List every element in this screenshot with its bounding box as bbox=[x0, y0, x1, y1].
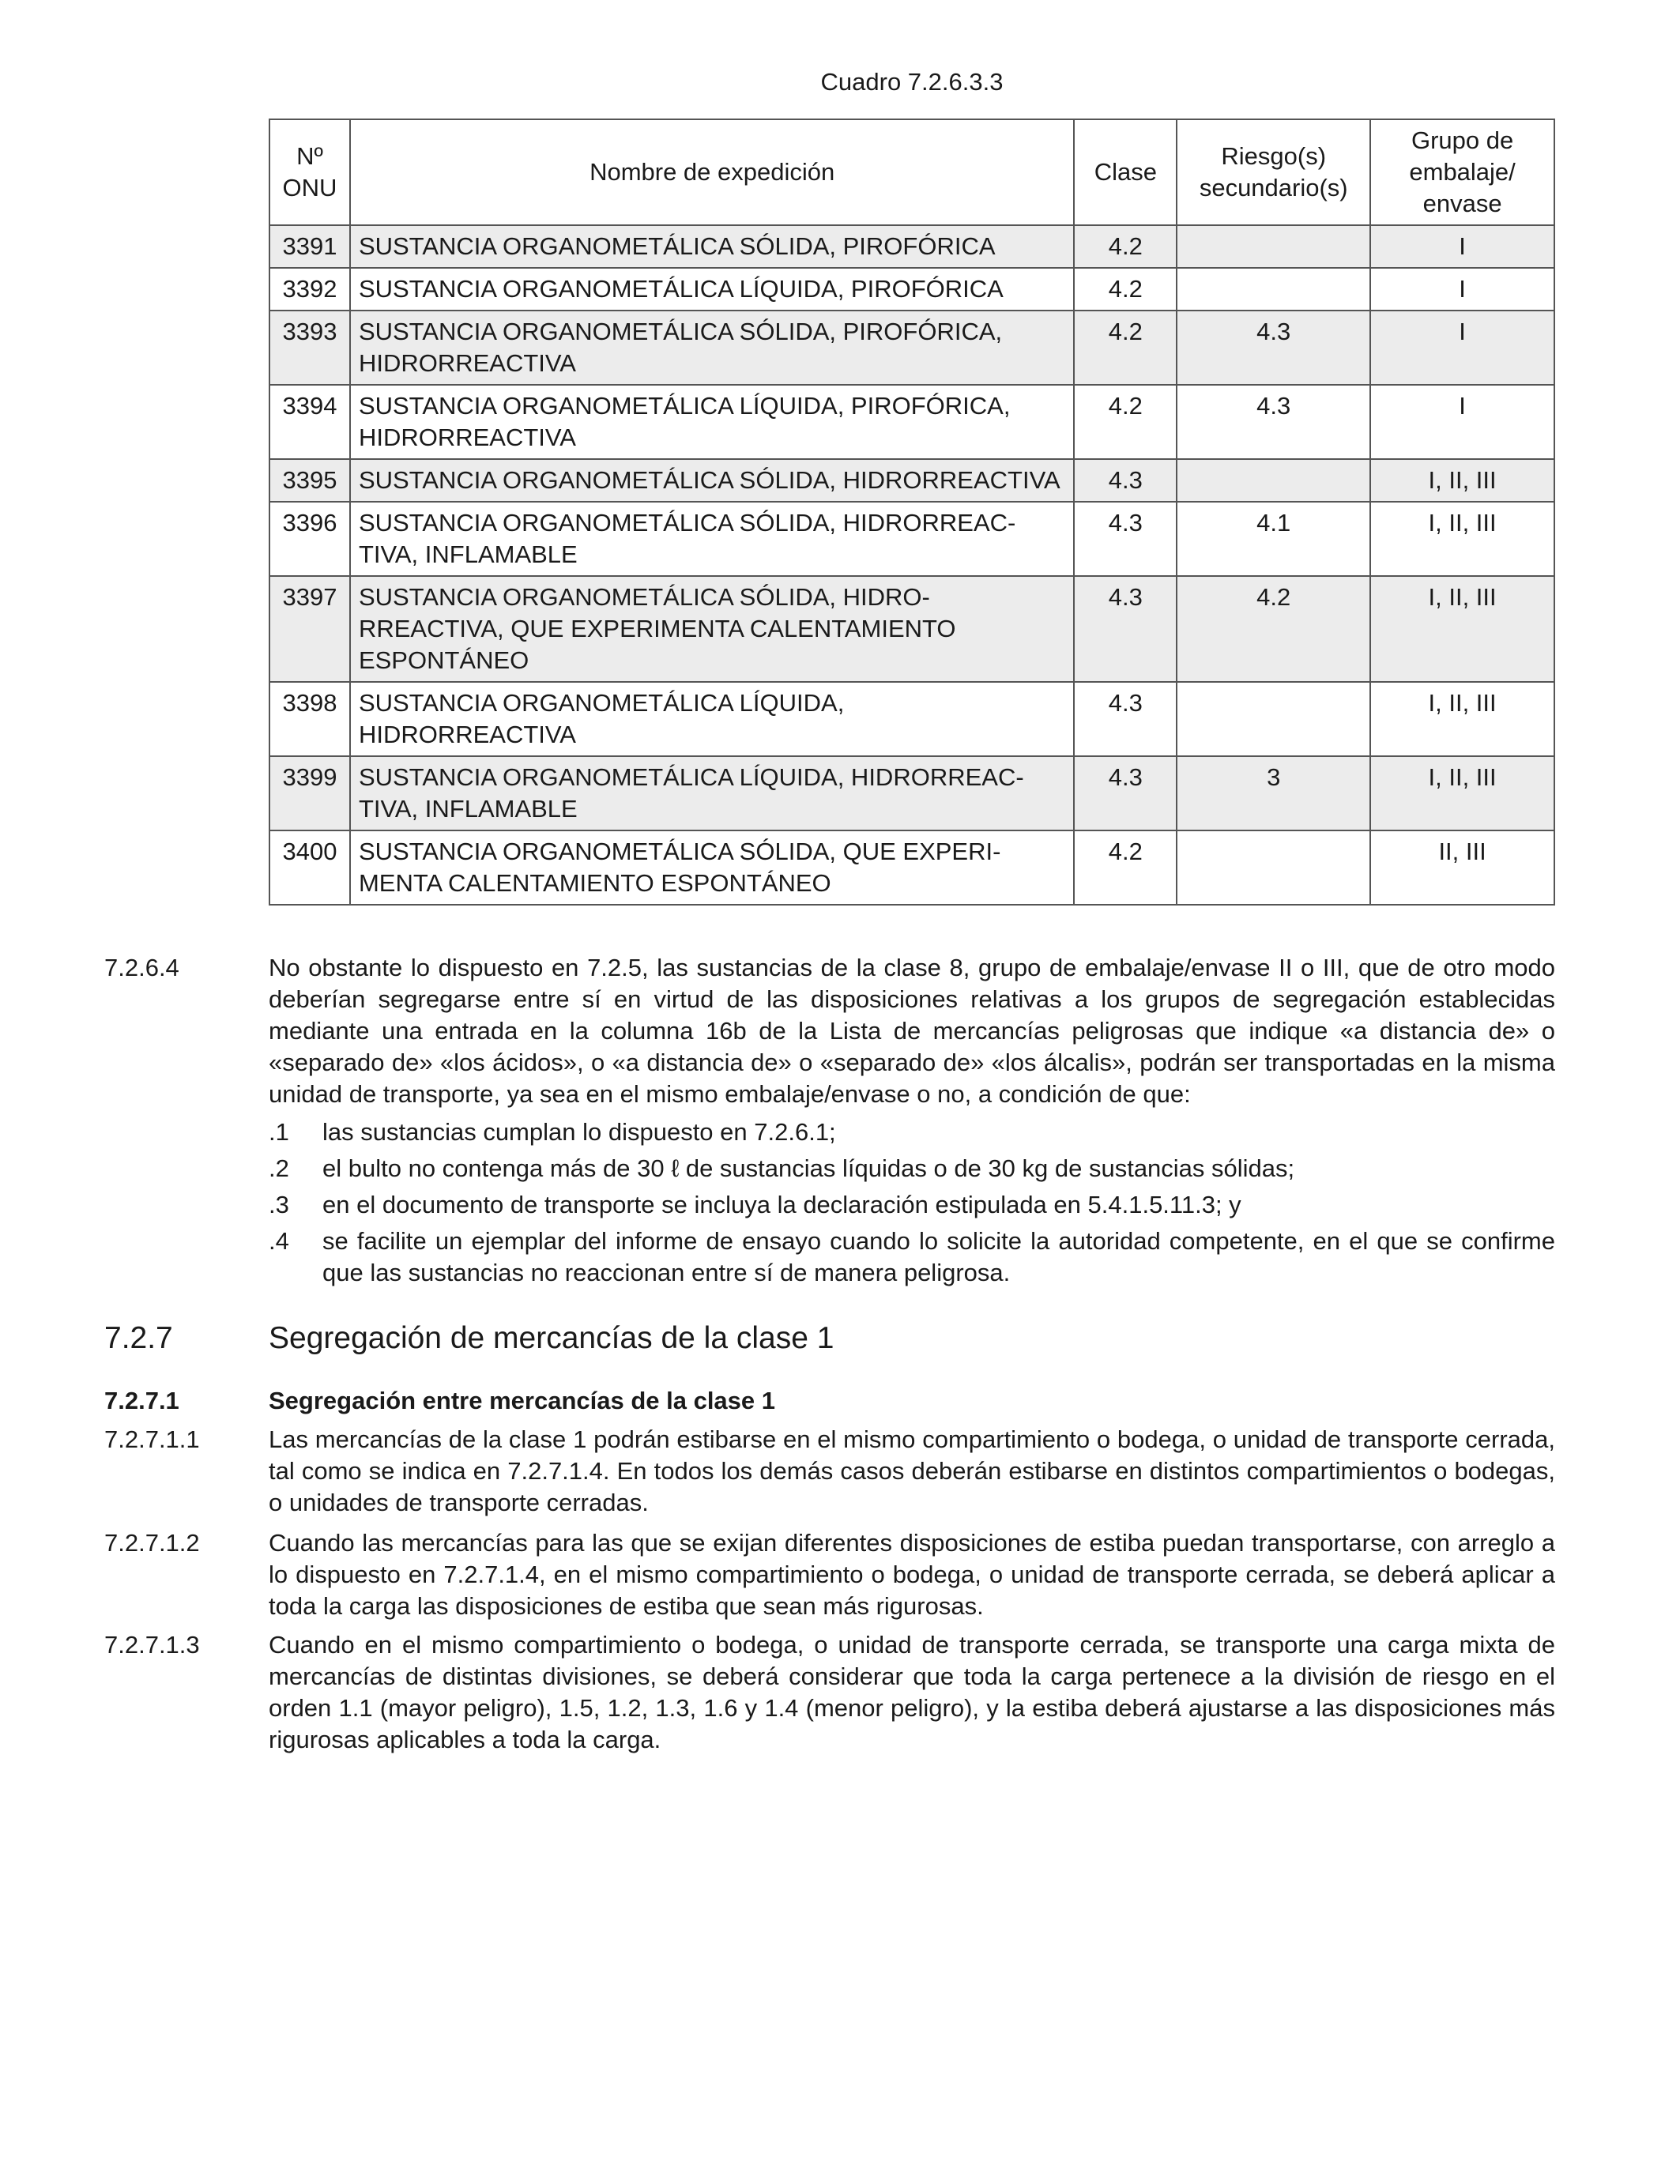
subsection-title: Segregación entre mercancías de la clase 1 bbox=[269, 1387, 776, 1414]
cell-class: 4.3 bbox=[1074, 756, 1177, 830]
table-caption: Cuadro 7.2.6.3.3 bbox=[820, 68, 1004, 96]
cell-packing-group: I bbox=[1370, 225, 1554, 268]
table-row bbox=[269, 268, 1554, 311]
cell-shipping-name: SUSTANCIA ORGANOMETÁLICA SÓLIDA, PIROFÓRICA, HIDRORREACTIVA bbox=[350, 311, 1074, 385]
cell-shipping-name: SUSTANCIA ORGANOMETÁLICA LÍQUIDA, PIROFÓRICA bbox=[350, 268, 1074, 311]
paragraph-text: Cuando las mercancías para las que se exijan diferentes disposiciones de estiba puedan transportarse, con arreglo a lo dispuesto en 7.2.7.1.4, en el mismo compartimiento o bodega, o unidad de transporte cerrada, se deberá aplicar a toda la carga las disposiciones de estiba que sean más rigurosas. bbox=[269, 1529, 1555, 1620]
cell-subsidiary-risk bbox=[1177, 268, 1370, 311]
cell-subsidiary-risk bbox=[1177, 682, 1370, 756]
section-number: 7.2.7 bbox=[104, 1321, 173, 1355]
paragraph-7-2-7-1-3 bbox=[104, 1629, 1555, 1756]
cell-class: 4.3 bbox=[1074, 459, 1177, 502]
paragraph-number: 7.2.7.1.1 bbox=[104, 1425, 200, 1453]
table-row bbox=[269, 459, 1554, 502]
cell-shipping-name: SUSTANCIA ORGANOMETÁLICA SÓLIDA, HIDRO-RREACTIVA, QUE EXPERIMENTA CALENTAMIENTO ESPONTÁNEO bbox=[350, 576, 1074, 682]
cell-un-number: 3392 bbox=[269, 268, 350, 311]
list-item bbox=[269, 1116, 1555, 1148]
cell-un-number: 3395 bbox=[269, 459, 350, 502]
subsection-number: 7.2.7.1 bbox=[104, 1387, 179, 1414]
list-item-text: las sustancias cumplan lo dispuesto en 7.2.6.1; bbox=[322, 1118, 836, 1146]
paragraph-number: 7.2.7.1.2 bbox=[104, 1529, 200, 1557]
cell-un-number: 3393 bbox=[269, 311, 350, 385]
header-subsidiary-risk: Riesgo(s) secundario(s) bbox=[1177, 119, 1370, 225]
cell-packing-group: I, II, III bbox=[1370, 576, 1554, 682]
condition-list bbox=[269, 1116, 1555, 1293]
cell-packing-group: I, II, III bbox=[1370, 459, 1554, 502]
paragraph-7-2-7-1-1 bbox=[104, 1424, 1555, 1519]
cell-class: 4.3 bbox=[1074, 502, 1177, 576]
cell-packing-group: II, III bbox=[1370, 830, 1554, 905]
cell-un-number: 3394 bbox=[269, 385, 350, 459]
cell-un-number: 3396 bbox=[269, 502, 350, 576]
list-item-marker: .2 bbox=[269, 1154, 289, 1182]
cell-class: 4.2 bbox=[1074, 311, 1177, 385]
paragraph-7-2-7-1-2 bbox=[104, 1527, 1555, 1622]
cell-un-number: 3399 bbox=[269, 756, 350, 830]
cell-shipping-name: SUSTANCIA ORGANOMETÁLICA LÍQUIDA, HIDRORREAC-TIVA, INFLAMABLE bbox=[350, 756, 1074, 830]
cell-un-number: 3391 bbox=[269, 225, 350, 268]
cell-packing-group: I, II, III bbox=[1370, 756, 1554, 830]
table-row bbox=[269, 502, 1554, 576]
cell-class: 4.2 bbox=[1074, 268, 1177, 311]
paragraph-text: Las mercancías de la clase 1 podrán estibarse en el mismo compartimiento o bodega, o unidad de transporte cerrada, tal como se indica en 7.2.7.1.4. En todos los demás casos deberán estibarse en distintos compartimientos o bodegas, o unidades de transporte cerradas. bbox=[269, 1425, 1555, 1516]
cell-shipping-name: SUSTANCIA ORGANOMETÁLICA SÓLIDA, HIDRORREACTIVA bbox=[350, 459, 1074, 502]
header-packing-group: Grupo de embalaje/ envase bbox=[1370, 119, 1554, 225]
table-row bbox=[269, 225, 1554, 268]
list-item-text: en el documento de transporte se incluya la declaración estipulada en 5.4.1.5.11.3; y bbox=[322, 1191, 1241, 1218]
header-shipping-name: Nombre de expedición bbox=[350, 119, 1074, 225]
table-row bbox=[269, 682, 1554, 756]
cell-subsidiary-risk bbox=[1177, 830, 1370, 905]
cell-class: 4.3 bbox=[1074, 576, 1177, 682]
list-item-text: el bulto no contenga más de 30 ℓ de sustancias líquidas o de 30 kg de sustancias sólidas; bbox=[322, 1154, 1295, 1182]
cell-packing-group: I, II, III bbox=[1370, 502, 1554, 576]
list-item bbox=[269, 1153, 1555, 1184]
cell-subsidiary-risk bbox=[1177, 225, 1370, 268]
table-row bbox=[269, 830, 1554, 905]
table-row bbox=[269, 576, 1554, 682]
cell-packing-group: I bbox=[1370, 268, 1554, 311]
cell-un-number: 3397 bbox=[269, 576, 350, 682]
header-class: Clase bbox=[1074, 119, 1177, 225]
cell-shipping-name: SUSTANCIA ORGANOMETÁLICA SÓLIDA, HIDRORREAC-TIVA, INFLAMABLE bbox=[350, 502, 1074, 576]
cell-un-number: 3398 bbox=[269, 682, 350, 756]
paragraph-text: Cuando en el mismo compartimiento o bodega, o unidad de transporte cerrada, se transporte una carga mixta de mercancías de distintas divisiones, se deberá considerar que toda la carga pertenece a la división de riesgo en el orden 1.1 (mayor peligro), 1.5, 1.2, 1.3, 1.6 y 1.4 (menor peligro), y la estiba deberá ajustarse a las disposiciones más rigurosas aplicables a toda la carga. bbox=[269, 1631, 1555, 1753]
section-title: Segregación de mercancías de la clase 1 bbox=[269, 1321, 834, 1355]
paragraph-number: 7.2.6.4 bbox=[104, 954, 179, 981]
list-item bbox=[269, 1189, 1555, 1221]
cell-class: 4.2 bbox=[1074, 830, 1177, 905]
segregation-table bbox=[269, 119, 1555, 906]
cell-packing-group: I bbox=[1370, 311, 1554, 385]
cell-shipping-name: SUSTANCIA ORGANOMETÁLICA LÍQUIDA, PIROFÓRICA, HIDRORREACTIVA bbox=[350, 385, 1074, 459]
cell-subsidiary-risk: 4.1 bbox=[1177, 502, 1370, 576]
list-item-marker: .4 bbox=[269, 1227, 289, 1255]
paragraph-text: No obstante lo dispuesto en 7.2.5, las sustancias de la clase 8, grupo de embalaje/envase II o III, que de otro modo deberían segregarse entre sí en virtud de las disposiciones relativas a los grupos de segregación establecidas mediante una entrada en la columna 16b de la Lista de mercancías peligrosas que indique «a distancia de» o «separado de» «los ácidos», o «a distancia de» o «separado de» «los álcalis», podrán ser transportadas en la misma unidad de transporte, ya sea en el mismo embalaje/envase o no, a condición de que: bbox=[269, 954, 1555, 1108]
cell-un-number: 3400 bbox=[269, 830, 350, 905]
cell-subsidiary-risk bbox=[1177, 459, 1370, 502]
cell-subsidiary-risk: 4.3 bbox=[1177, 385, 1370, 459]
cell-subsidiary-risk: 4.3 bbox=[1177, 311, 1370, 385]
cell-subsidiary-risk: 3 bbox=[1177, 756, 1370, 830]
table-row bbox=[269, 385, 1554, 459]
cell-class: 4.2 bbox=[1074, 225, 1177, 268]
cell-packing-group: I, II, III bbox=[1370, 682, 1554, 756]
cell-shipping-name: SUSTANCIA ORGANOMETÁLICA LÍQUIDA, HIDRORREACTIVA bbox=[350, 682, 1074, 756]
cell-packing-group: I bbox=[1370, 385, 1554, 459]
list-item-text: se facilite un ejemplar del informe de ensayo cuando lo solicite la autoridad competente, en el que se confirme que las sustancias no reaccionan entre sí de manera peligrosa. bbox=[322, 1227, 1555, 1286]
cell-class: 4.2 bbox=[1074, 385, 1177, 459]
cell-subsidiary-risk: 4.2 bbox=[1177, 576, 1370, 682]
cell-class: 4.3 bbox=[1074, 682, 1177, 756]
cell-shipping-name: SUSTANCIA ORGANOMETÁLICA SÓLIDA, PIROFÓRICA bbox=[350, 225, 1074, 268]
paragraph-number: 7.2.7.1.3 bbox=[104, 1631, 200, 1659]
list-item-marker: .1 bbox=[269, 1118, 289, 1146]
list-item-marker: .3 bbox=[269, 1191, 289, 1218]
table-header-row bbox=[269, 119, 1554, 225]
cell-shipping-name: SUSTANCIA ORGANOMETÁLICA SÓLIDA, QUE EXPERI-MENTA CALENTAMIENTO ESPONTÁNEO bbox=[350, 830, 1074, 905]
paragraph-7-2-6-4 bbox=[104, 952, 1555, 1110]
table-row bbox=[269, 756, 1554, 830]
list-item bbox=[269, 1226, 1555, 1289]
table-row bbox=[269, 311, 1554, 385]
header-un-number: Nº ONU bbox=[269, 119, 350, 225]
